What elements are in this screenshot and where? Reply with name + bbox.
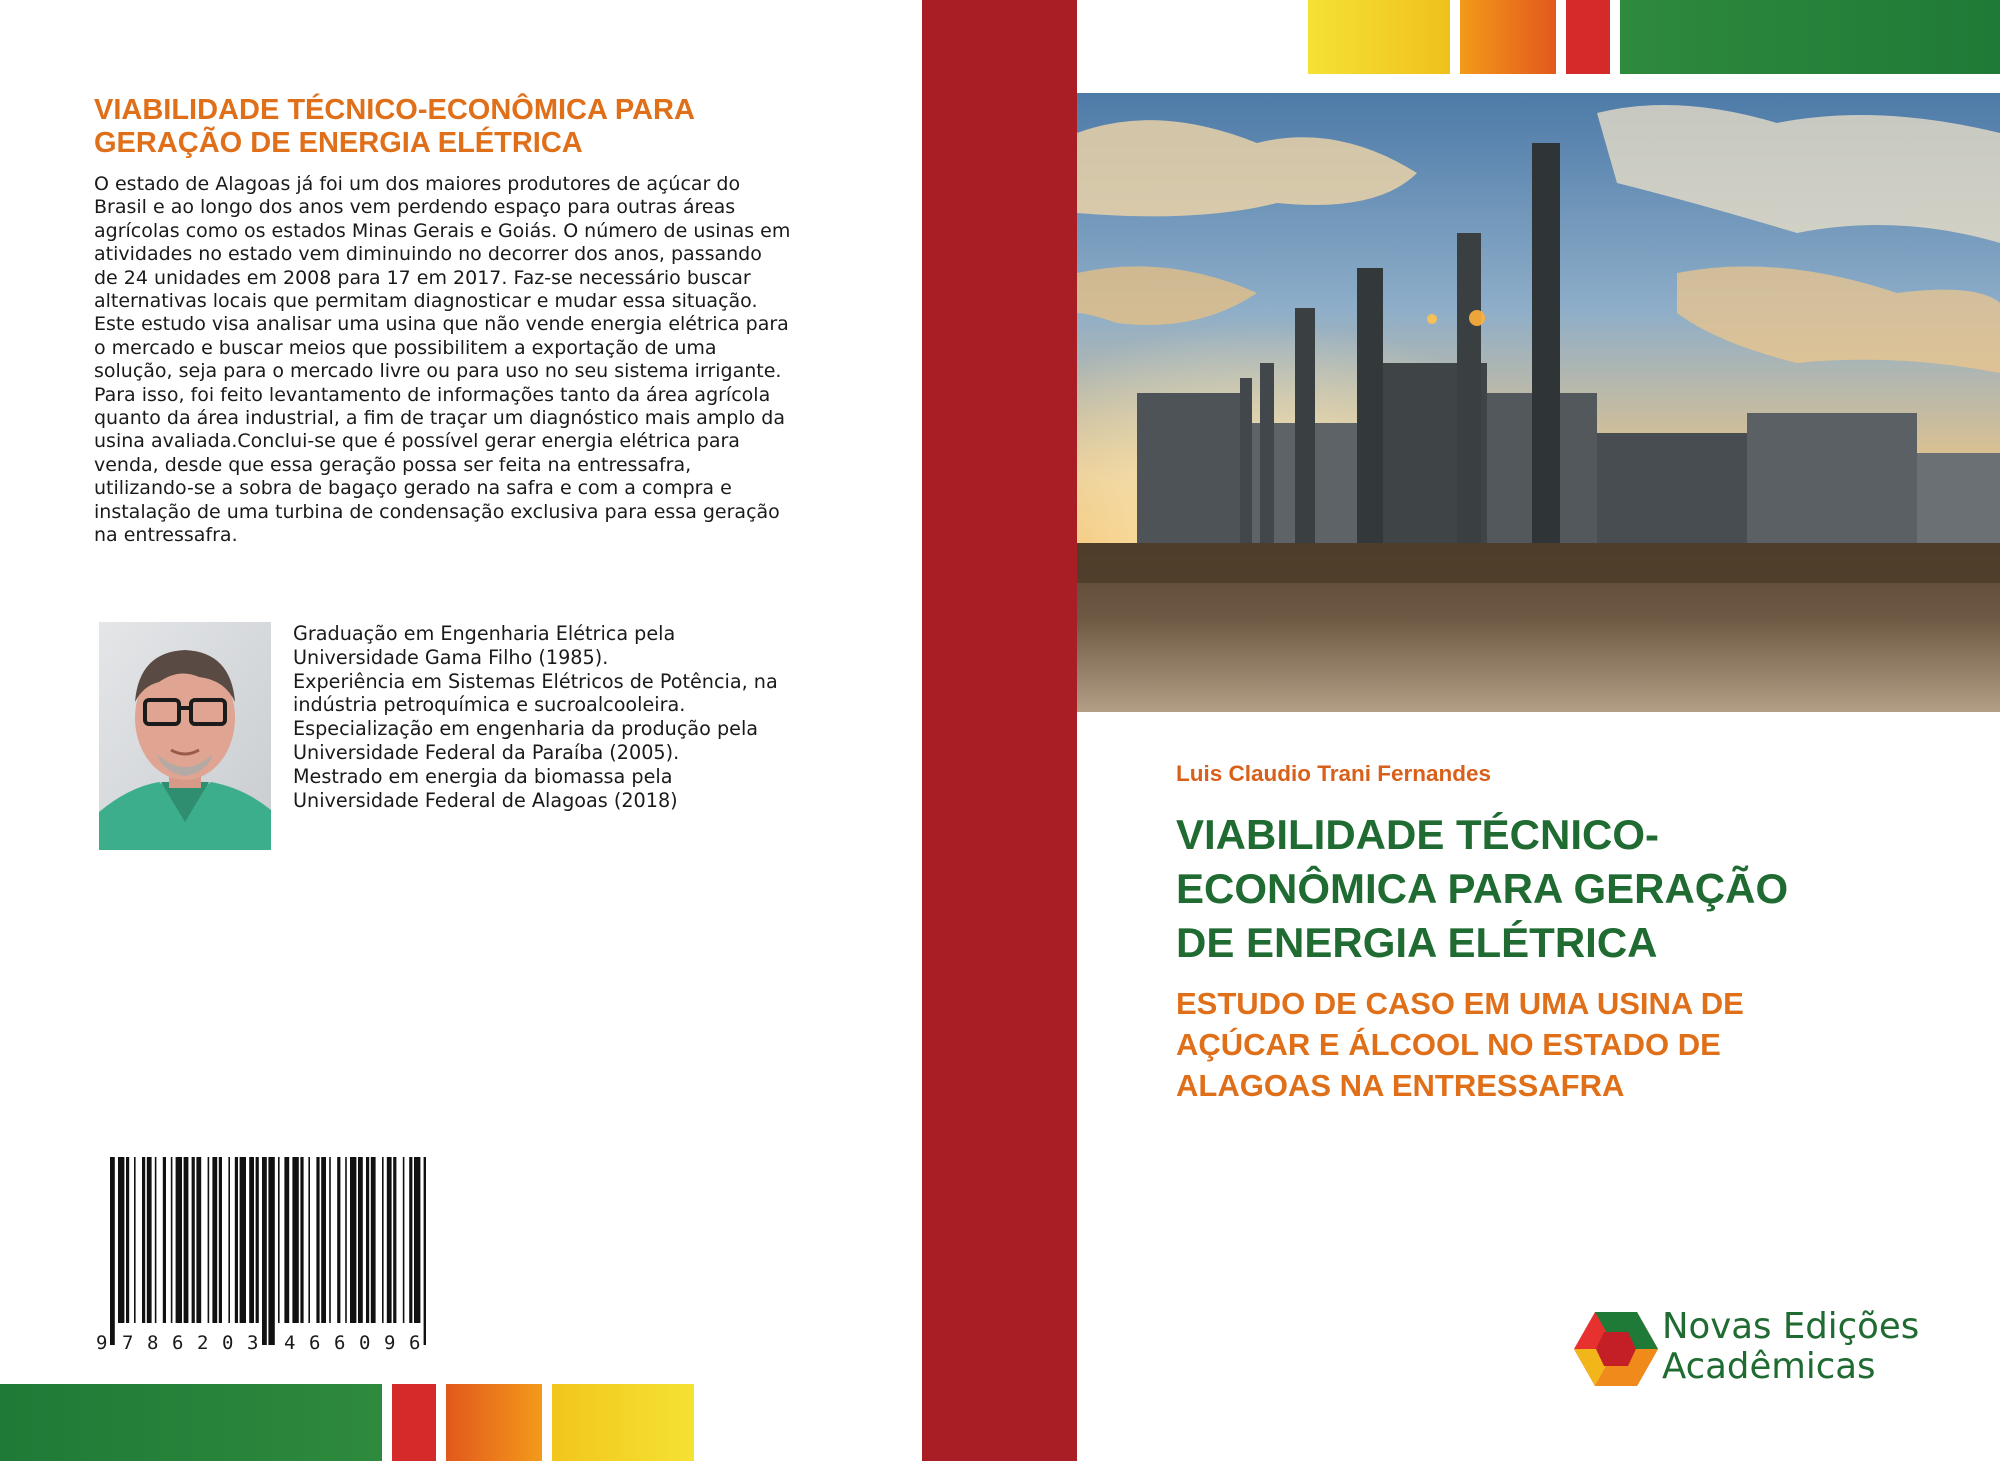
barcode-bar xyxy=(228,1157,230,1323)
barcode-bar xyxy=(118,1157,124,1323)
abstract-line: usina avaliada.Conclui-se que é possível gerar energia elétrica para xyxy=(94,430,740,453)
abstract-line: Para isso, foi feito levantamento de informações tanto da área agrícola xyxy=(94,383,771,406)
isbn-digit: 6 xyxy=(309,1332,321,1354)
barcode-icon xyxy=(110,1157,426,1345)
back-cover-title xyxy=(94,94,834,160)
isbn-digit: 7 xyxy=(122,1332,134,1354)
barcode-bar xyxy=(134,1157,136,1323)
abstract-line: agrícolas como os estados Minas Gerais e Goiás. O número de usinas em xyxy=(94,219,791,242)
front-cover-subtitle xyxy=(1176,983,1956,1106)
barcode-bar xyxy=(196,1157,201,1323)
hexagon-cube-logo-icon xyxy=(1574,1312,1658,1386)
book-abstract xyxy=(94,173,824,548)
abstract-line last-line: na entressafra. xyxy=(94,524,238,547)
publisher-brand xyxy=(1570,1299,1970,1389)
front-cover-title xyxy=(1176,808,1956,970)
publisher-name-line: Acadêmicas xyxy=(1662,1346,1876,1387)
back-title-line: VIABILIDADE TÉCNICO-ECONÔMICA PARA xyxy=(94,94,695,126)
barcode-bar xyxy=(278,1157,280,1323)
barcode-bar xyxy=(249,1157,254,1323)
abstract-line: o mercado e buscar meios que possibilitem a exportação de uma xyxy=(94,336,717,359)
barcode-bar xyxy=(142,1157,145,1323)
publisher-name xyxy=(1662,1307,1919,1387)
barcode-bar xyxy=(212,1157,217,1323)
bio-line: Mestrado em energia da biomassa pela xyxy=(293,764,673,788)
publisher-name-line: Novas Edições xyxy=(1662,1306,1920,1347)
barcode-bar xyxy=(393,1157,396,1323)
barcode-bar xyxy=(350,1157,356,1323)
barcode-bar xyxy=(292,1157,298,1323)
abstract-line: O estado de Alagoas já foi um dos maiores produtores de açúcar do xyxy=(94,173,741,195)
bio-line: Especialização em engenharia da produção pela xyxy=(293,717,759,741)
abstract-line: instalação de uma turbina de condensação exclusiva para essa geração xyxy=(94,500,780,523)
barcode-bar xyxy=(262,1157,267,1345)
front-author-name: Luis Claudio Trani Fernandes xyxy=(1176,761,1492,786)
isbn-digit: 4 xyxy=(284,1332,296,1354)
power-plant-photo xyxy=(1077,93,2000,712)
author-bio xyxy=(293,622,813,812)
isbn-digit: 0 xyxy=(359,1332,371,1354)
author-photo xyxy=(99,622,271,850)
bio-line: Experiência em Sistemas Elétricos de Potência, na xyxy=(293,669,778,693)
abstract-line: venda, desde que essa geração possa ser feita na entressafra, xyxy=(94,453,692,476)
abstract-line: de 24 unidades em 2008 para 17 em 2017. Faz-se necessário buscar xyxy=(94,266,751,289)
isbn-digit: 2 xyxy=(197,1332,209,1354)
barcode-bar xyxy=(240,1157,246,1323)
isbn-digit: 9 xyxy=(384,1332,396,1354)
stripe-yellow xyxy=(1308,0,1450,74)
stripe-red xyxy=(392,1384,436,1461)
abstract-line: Este estudo visa analisar uma usina que não vende energia elétrica para xyxy=(94,313,789,336)
barcode-bar xyxy=(147,1157,152,1323)
barcode-bar xyxy=(155,1157,157,1323)
isbn-digit: 6 xyxy=(172,1332,184,1354)
stripe-yellow xyxy=(552,1384,694,1461)
barcode-bar xyxy=(192,1157,195,1323)
barcode-bar xyxy=(163,1157,166,1323)
barcode-bar xyxy=(208,1157,210,1323)
front-title-line: DE ENERGIA ELÉTRICA xyxy=(1176,919,1658,966)
abstract-line: Brasil e ao longo dos anos vem perdendo espaço para outras áreas xyxy=(94,196,736,219)
barcode-bar xyxy=(300,1157,303,1323)
barcode-bar xyxy=(345,1157,347,1323)
isbn-digit: 0 xyxy=(222,1332,234,1354)
barcode-bar xyxy=(171,1157,173,1323)
abstract-line: quanto da área industrial, a fim de traçar um diagnóstico mais amplo da xyxy=(94,407,786,430)
abstract-line: atividades no estado vem diminuindo no decorrer dos anos, passando xyxy=(94,243,762,266)
barcode-bar xyxy=(284,1157,289,1323)
barcode-bar xyxy=(235,1157,238,1323)
bio-line: Universidade Gama Filho (1985). xyxy=(293,645,609,669)
isbn-digit: 8 xyxy=(147,1332,159,1354)
stripe-orange xyxy=(446,1384,542,1461)
barcode-bar xyxy=(358,1157,363,1323)
bio-line: Universidade Federal de Alagoas (2018) xyxy=(293,788,678,812)
stripe-green xyxy=(1620,0,2000,74)
barcode-bar xyxy=(409,1157,412,1323)
isbn-number xyxy=(96,1331,434,1355)
barcode-bar xyxy=(414,1157,420,1323)
barcode-bar xyxy=(424,1157,426,1345)
barcode-bar xyxy=(184,1157,189,1323)
barcode-bar xyxy=(126,1157,129,1323)
abstract-line: alternativas locais que permitam diagnosticar e mudar essa situação. xyxy=(94,290,758,313)
stripe-red xyxy=(1566,0,1610,74)
barcode-bar xyxy=(308,1157,310,1323)
abstract-line: utilizando-se a sobra de bagaço gerado na safra e com a compra e xyxy=(94,477,732,500)
isbn-digit: 3 xyxy=(247,1332,259,1354)
back-title-line: GERAÇÃO DE ENERGIA ELÉTRICA xyxy=(94,127,583,159)
front-title-line: ECONÔMICA PARA GERAÇÃO xyxy=(1176,865,1789,912)
barcode-bar xyxy=(321,1157,326,1323)
barcode-bar xyxy=(268,1157,274,1345)
barcode-bar xyxy=(110,1157,115,1345)
stripe-orange xyxy=(1460,0,1556,74)
front-title-line: VIABILIDADE TÉCNICO- xyxy=(1176,811,1659,858)
barcode-bar xyxy=(219,1157,222,1323)
bio-line: Universidade Federal da Paraíba (2005). xyxy=(293,740,680,764)
isbn-digit: 6 xyxy=(334,1332,346,1354)
barcode-bar xyxy=(329,1157,331,1323)
barcode-bar xyxy=(256,1157,259,1323)
barcode-bar xyxy=(371,1157,376,1323)
book-spine xyxy=(922,0,1077,1461)
bio-line: Graduação em Engenharia Elétrica pela xyxy=(293,622,676,645)
isbn-digit: 9 xyxy=(96,1332,108,1354)
front-subtitle-line: AÇÚCAR E ÁLCOOL NO ESTADO DE xyxy=(1176,1027,1721,1062)
bio-line: indústria petroquímica e sucroalcooleira. xyxy=(293,693,686,717)
barcode-bar xyxy=(403,1157,405,1323)
barcode-bar xyxy=(337,1157,340,1323)
front-subtitle-line: ALAGOAS NA ENTRESSAFRA xyxy=(1176,1068,1625,1103)
isbn-digit: 6 xyxy=(409,1332,421,1354)
barcode-bar xyxy=(366,1157,369,1323)
abstract-line: solução, seja para o mercado livre ou para uso no seu sistema irrigante. xyxy=(94,360,782,383)
stripe-green xyxy=(0,1384,382,1461)
barcode-bar xyxy=(382,1157,384,1323)
barcode-bar xyxy=(387,1157,392,1323)
front-subtitle-line: ESTUDO DE CASO EM UMA USINA DE xyxy=(1176,986,1744,1021)
barcode-bar xyxy=(176,1157,182,1323)
barcode-bar xyxy=(316,1157,319,1323)
